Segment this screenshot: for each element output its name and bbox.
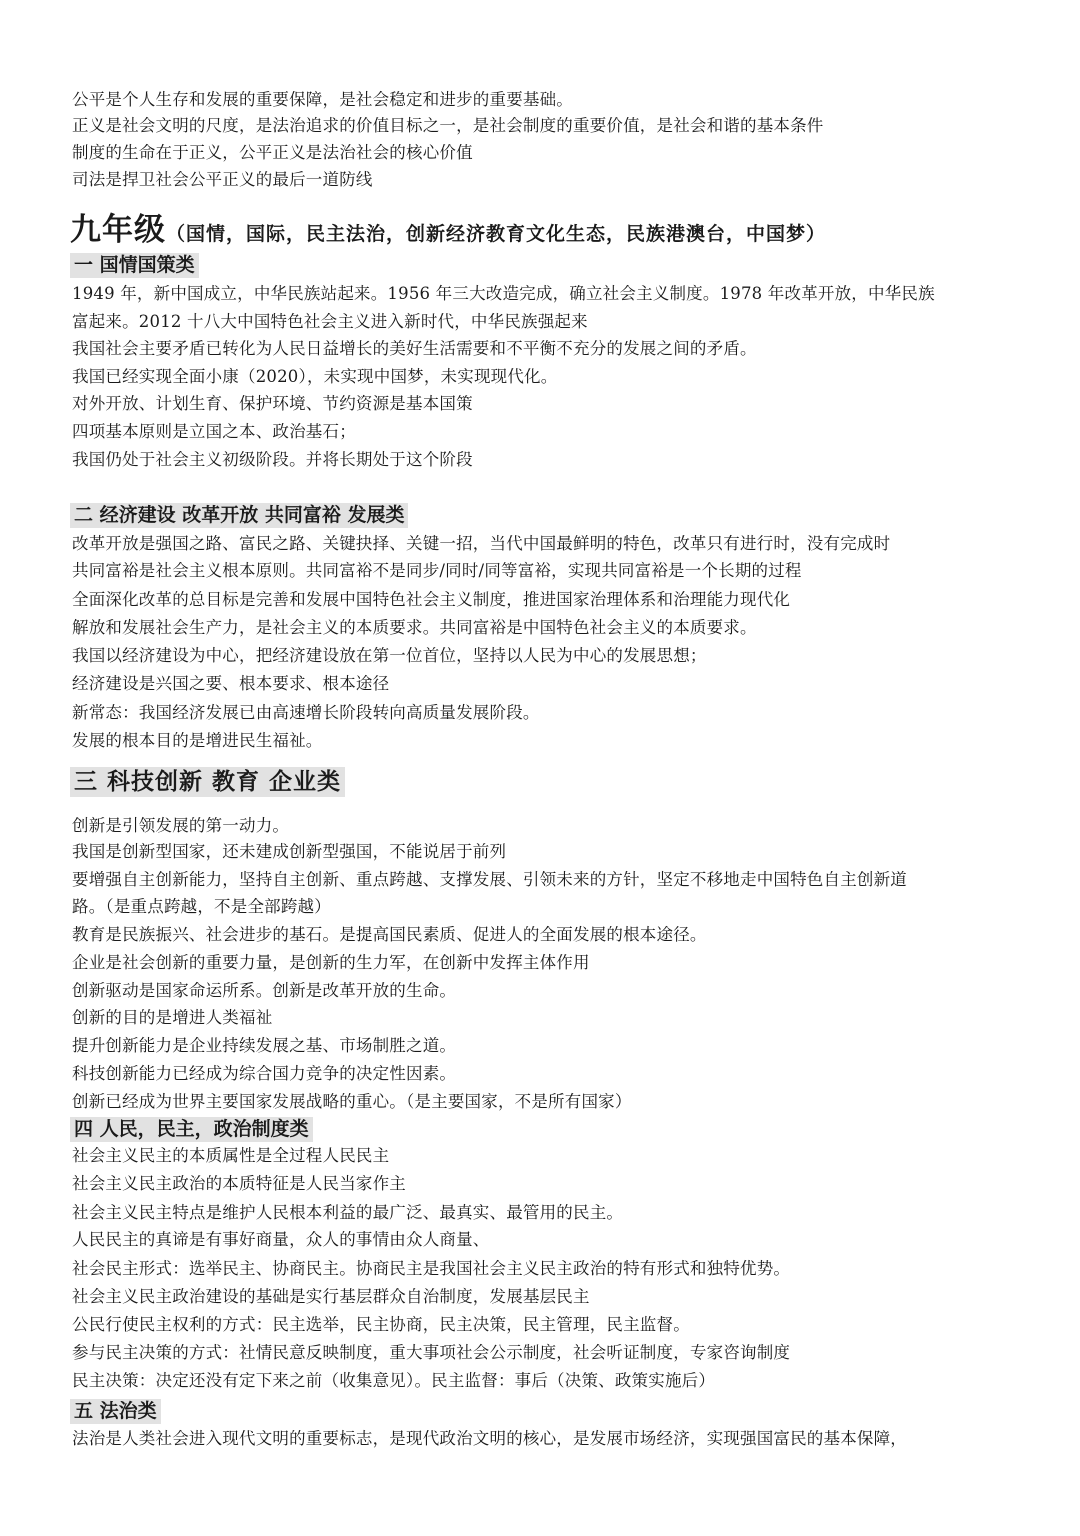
body-line: 1949 年，新中国成立，中华民族站起来。1956 年三大改造完成，确立社会主义制度。1978 年改革开放，中华民族 (72, 284, 935, 303)
grade-heading (70, 204, 826, 249)
section-heading: 五 法治类 (70, 1399, 161, 1424)
body-line: 法治是人类社会进入现代文明的重要标志，是现代政治文明的核心，是发展市场经济，实现强国富民的基本保障， (72, 1429, 907, 1448)
body-line: 科技创新能力已经成为综合国力竞争的决定性因素。 (72, 1064, 457, 1083)
intro-line: 正义是社会文明的尺度，是法治追求的价值目标之一，是社会制度的重要价值，是社会和谐的基本条件 (72, 116, 824, 135)
body-line: 社会民主形式：选举民主、协商民主。协商民主是我国社会主义民主政治的特有形式和独特优势。 (72, 1259, 791, 1278)
body-line: 社会主义民主政治的本质特征是人民当家作主 (72, 1174, 406, 1193)
body-line: 对外开放、计划生育、保护环境、节约资源是基本国策 (72, 394, 473, 413)
body-line: 创新的目的是增进人类福祉 (72, 1008, 273, 1027)
body-line: 教育是民族振兴、社会进步的基石。是提高国民素质、促进人的全面发展的根本途径。 (72, 925, 707, 944)
section-heading: 三 科技创新 教育 企业类 (70, 767, 345, 797)
intro-line: 制度的生命在于正义，公平正义是法治社会的核心价值 (72, 143, 473, 162)
body-line: 解放和发展社会生产力，是社会主义的本质要求。共同富裕是中国特色社会主义的本质要求。 (72, 618, 757, 637)
body-line: 我国以经济建设为中心，把经济建设放在第一位首位，坚持以人民为中心的发展思想； (72, 646, 707, 665)
section-heading: 一 国情国策类 (70, 253, 199, 278)
body-line: 公民行使民主权利的方式：民主选举，民主协商，民主决策，民主管理，民主监督。 (72, 1315, 690, 1334)
body-line: 富起来。2012 十八大中国特色社会主义进入新时代，中华民族强起来 (72, 312, 588, 331)
intro-line: 司法是捍卫社会公平正义的最后一道防线 (72, 170, 373, 189)
body-line: 我国已经实现全面小康（2020），未实现中国梦，未实现现代化。 (72, 367, 558, 386)
body-line: 民主决策：决定还没有定下来之前（收集意见）。民主监督：事后（决策、政策实施后） (72, 1371, 716, 1390)
grade-subtitle: （国情，国际，民主法治，创新经济教育文化生态，民族港澳台，中国梦） (166, 223, 827, 245)
body-line: 路。（是重点跨越，不是全部跨越） (72, 897, 331, 916)
body-line: 提升创新能力是企业持续发展之基、市场制胜之道。 (72, 1036, 457, 1055)
body-line: 参与民主决策的方式：社情民意反映制度，重大事项社会公示制度，社会听证制度，专家咨询制度 (72, 1343, 791, 1362)
body-line: 创新是引领发展的第一动力。 (72, 816, 290, 835)
body-line: 我国是创新型国家，还未建成创新型强国，不能说居于前列 (72, 842, 507, 861)
body-line: 社会主义民主特点是维护人民根本利益的最广泛、最真实、最管用的民主。 (72, 1203, 624, 1222)
body-line: 创新已经成为世界主要国家发展战略的重心。（是主要国家，不是所有国家） (72, 1092, 632, 1111)
body-line: 全面深化改革的总目标是完善和发展中国特色社会主义制度，推进国家治理体系和治理能力现代化 (72, 590, 791, 609)
section-heading: 二 经济建设 改革开放 共同富裕 发展类 (70, 503, 408, 528)
body-line: 创新驱动是国家命运所系。创新是改革开放的生命。 (72, 981, 457, 1000)
body-line: 社会主义民主的本质属性是全过程人民民主 (72, 1146, 390, 1165)
body-line: 我国仍处于社会主义初级阶段。并将长期处于这个阶段 (72, 450, 473, 469)
body-line: 改革开放是强国之路、富民之路、关键抉择、关键一招，当代中国最鲜明的特色，改革只有进行时，没有完成时 (72, 534, 891, 553)
body-line: 要增强自主创新能力，坚持自主创新、重点跨越、支撑发展、引领未来的方针，坚定不移地走中国特色自主创新道 (72, 870, 907, 889)
body-line: 企业是社会创新的重要力量，是创新的生力军，在创新中发挥主体作用 (72, 953, 590, 972)
intro-line: 公平是个人生存和发展的重要保障，是社会稳定和进步的重要基础。 (72, 90, 573, 109)
body-line: 新常态：我国经济发展已由高速增长阶段转向高质量发展阶段。 (72, 703, 540, 722)
body-line: 共同富裕是社会主义根本原则。共同富裕不是同步/同时/同等富裕，实现共同富裕是一个长期的过程 (72, 561, 802, 580)
body-line: 社会主义民主政治建设的基础是实行基层群众自治制度，发展基层民主 (72, 1287, 590, 1306)
body-line: 发展的根本目的是增进民生福祉。 (72, 731, 323, 750)
section-heading: 四 人民，民主，政治制度类 (70, 1117, 313, 1142)
body-line: 四项基本原则是立国之本、政治基石； (72, 422, 356, 441)
body-line: 经济建设是兴国之要、根本要求、根本途径 (72, 674, 390, 693)
body-line: 我国社会主要矛盾已转化为人民日益增长的美好生活需要和不平衡不充分的发展之间的矛盾。 (72, 339, 757, 358)
grade-title: 九年级 (70, 212, 166, 248)
body-line: 人民民主的真谛是有事好商量，众人的事情由众人商量、 (72, 1230, 490, 1249)
